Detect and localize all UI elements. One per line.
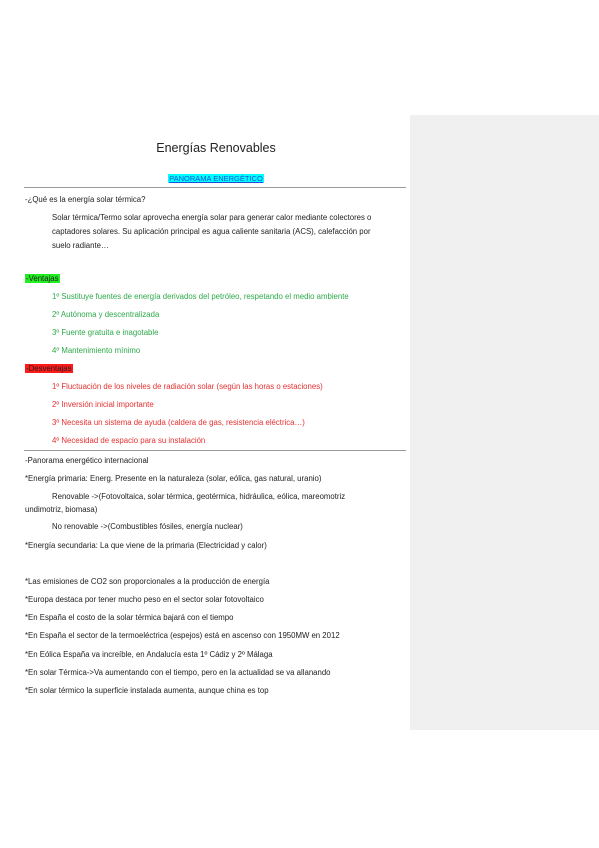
desventajas-heading-text: -Desventajas: [26, 364, 72, 373]
ventajas-item: 2º Autónoma y descentralizada: [52, 310, 160, 319]
note-item: *En Eólica España va increíble, en Andalucía esta 1º Cádiz y 2º Málaga: [25, 650, 273, 659]
desventajas-heading: [25, 362, 73, 376]
document-subtitle[interactable]: [0, 174, 432, 183]
desventajas-item: 4º Necesidad de espacio para su instalación: [52, 436, 206, 445]
panorama-renovable-line-2: undimotriz, biomasa): [25, 505, 98, 514]
ventajas-item: 1º Sustituye fuentes de energía derivados del petróleo, respetando el medio ambiente: [52, 292, 349, 301]
panorama-renovable-line-1: Renovable ->(Fotovoltaica, solar térmica, geotérmica, hidráulica, eólica, mareomotriz: [52, 492, 346, 501]
solar-answer-line-1: Solar térmica/Termo solar aprovecha energía solar para generar calor mediante colectores o: [52, 213, 372, 222]
note-item: *En solar Térmica->Va aumentando con el tiempo, pero en la actualidad se va allanando: [25, 668, 331, 677]
note-item: *En España el sector de la termoeléctrica (espejos) está en ascenso con 1950MW en 2012: [25, 631, 340, 640]
divider-top: [24, 187, 406, 188]
note-item: *En España el costo de la solar térmica bajará con el tiempo: [25, 613, 234, 622]
solar-question: -¿Qué es la energía solar térmica?: [25, 195, 146, 204]
ventajas-item: 4º Mantenimiento mínimo: [52, 346, 141, 355]
panorama-secundaria: *Energía secundaria: La que viene de la primaria (Electricidad y calor): [25, 541, 267, 550]
comment-pane: [410, 115, 599, 730]
desventajas-item: 3º Necesita un sistema de ayuda (caldera de gas, resistencia eléctrica…): [52, 418, 305, 427]
panorama-heading: -Panorama energético internacional: [25, 456, 149, 465]
ventajas-heading-text: -Ventajas: [26, 274, 59, 283]
panorama-primaria: *Energía primaria: Energ. Presente en la naturaleza (solar, eólica, gas natural, uranio): [25, 474, 322, 483]
ventajas-heading: [25, 272, 60, 286]
note-item: *En solar térmico la superficie instalada aumenta, aunque china es top: [25, 686, 269, 695]
desventajas-item: 1º Fluctuación de los niveles de radiación solar (según las horas o estaciones): [52, 382, 323, 391]
note-item: *Europa destaca por tener mucho peso en el sector solar fotovoltaico: [25, 595, 264, 604]
panorama-no-renovable: No renovable ->(Combustibles fósiles, energía nuclear): [52, 522, 243, 531]
document-title: Energías Renovables: [156, 141, 276, 155]
solar-answer-line-3: suelo radiante…: [52, 241, 109, 250]
divider-middle: [24, 450, 406, 451]
solar-answer-line-2: captadores solares. Su aplicación principal es agua caliente sanitaria (ACS), calefacción por: [52, 227, 371, 236]
note-item: *Las emisiones de CO2 son proporcionales a la producción de energía: [25, 577, 270, 586]
subtitle-link[interactable]: PANORAMA ENERGÉTICO: [169, 174, 263, 183]
ventajas-item: 3º Fuente gratuita e inagotable: [52, 328, 159, 337]
desventajas-item: 2º Inversión inicial importante: [52, 400, 154, 409]
